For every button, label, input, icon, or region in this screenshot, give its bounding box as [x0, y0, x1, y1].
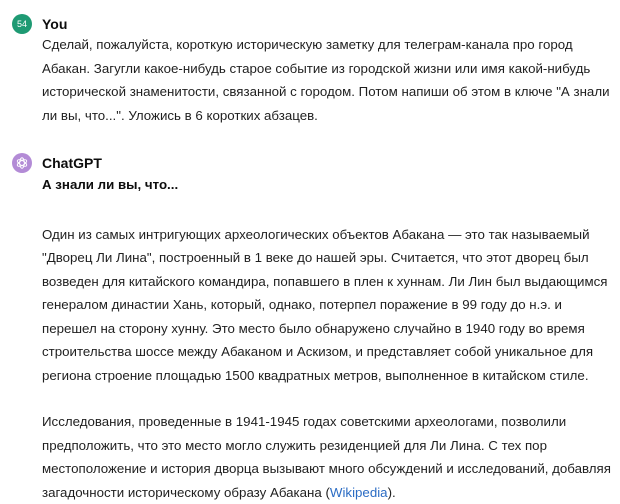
wikipedia-link[interactable]: Wikipedia [329, 484, 388, 500]
response-paragraph-2 [42, 410, 612, 504]
response-heading: А знали ли вы, что... [42, 177, 179, 192]
assistant-avatar [12, 153, 32, 173]
user-author-name: You [42, 16, 68, 32]
assistant-message [12, 151, 612, 500]
response-paragraph-2-tail: ). [387, 484, 396, 500]
user-avatar: 54 [12, 14, 32, 34]
assistant-author-name: ChatGPT [42, 155, 102, 171]
assistant-message-text [42, 173, 612, 504]
response-paragraph-1: Один из самых интригующих археологических объектов Абакана — это так называемый "Дворец Ли Лина", построенный в 1 веке до нашей эры. Считается, что этот дворец был возведен для китайского командира, попавшего в плен к хуннам. Ли Лин был выдающимся генералом династии Хань, который, однако, потерпел поражение в 99 году до н.э. и перешел на сторону хунну. Это место было обнаружено случайно в 1940 году во время строительства шоссе между Абаканом и Аскизом, и представляет собой уникальное для региона строение площадью 1500 квадратных метров, выполненное в китайском стиле. [42, 226, 608, 383]
user-message [12, 12, 612, 122]
openai-logo-icon [15, 156, 29, 170]
response-paragraph-2-text: Исследования, проведенные в 1941-1945 годах советскими археологами, позволили предположить, что это место могло служить резиденцией для Ли Лина. С тех пор местоположение и история дворца вызывают много обсуждений и исследований, добавляя загадочности историческому образу Абакана ( [42, 414, 611, 500]
user-prompt: Сделай, пожалуйста, короткую историческую заметку для телеграм-канала про город Абакан. Загугли какое-нибудь старое событие из городской жизни или имя какой-нибудь исторической знаменитости, связанной с городом. Потом напиши об этом в ключе "А знали ли вы, что...". Уложись в 6 коротких абзацев. [42, 37, 610, 123]
user-message-text [42, 33, 612, 127]
